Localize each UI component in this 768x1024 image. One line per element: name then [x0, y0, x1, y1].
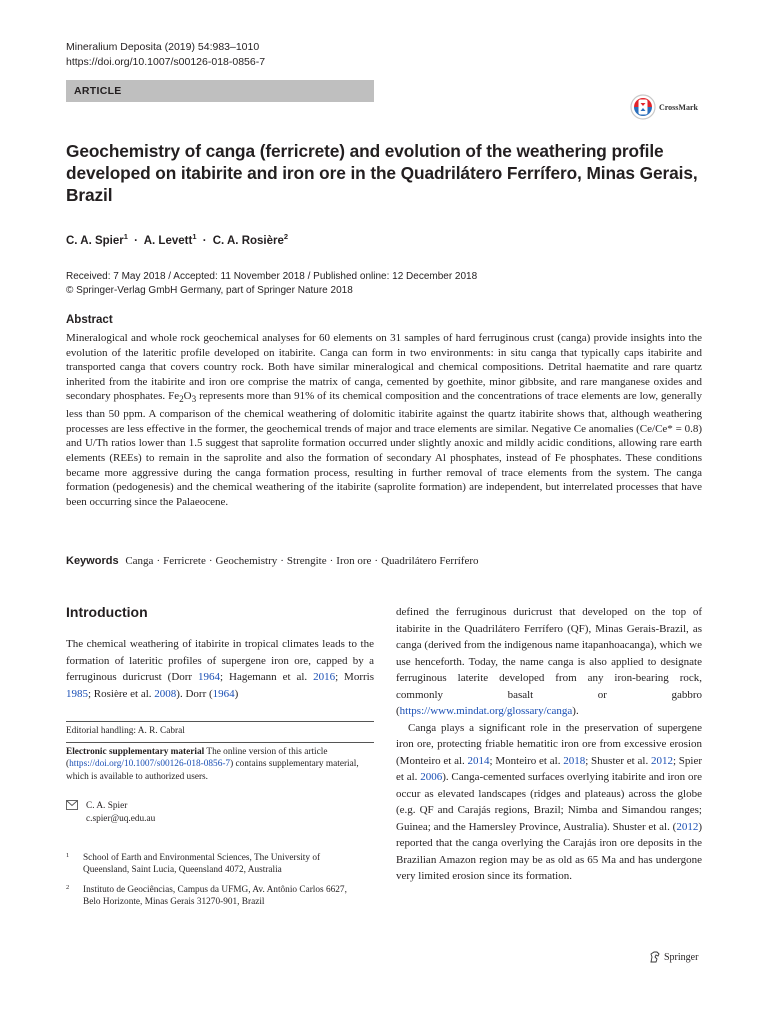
text-run: Canga plays a significant role in the preservation of supergene iron ore, protecting friable hematitic iron ore from excessive erosion (Monteiro et al.: [396, 721, 702, 767]
journal-header: [66, 40, 265, 70]
publication-dates: [66, 270, 477, 298]
text-run: ; Morris: [335, 671, 375, 683]
footnote-divider: [66, 721, 374, 722]
keyword-separator: ·: [280, 555, 284, 567]
introduction-left-text: [66, 636, 374, 702]
formula-subscript: 2: [179, 394, 184, 405]
esm-doi-link[interactable]: https://doi.org/10.1007/s00126-018-0856-7: [69, 759, 231, 770]
reference-link[interactable]: 2008: [154, 687, 177, 700]
text-run: The online version of this article (: [66, 747, 328, 770]
author-affiliation-mark: 2: [283, 232, 289, 241]
affiliation-number: 2: [66, 884, 70, 891]
reference-link[interactable]: 2006: [420, 771, 443, 783]
corresponding-name: C. A. Spier: [86, 801, 128, 811]
keyword: Strengite: [286, 555, 327, 567]
envelope-icon: [66, 800, 78, 810]
reference-link[interactable]: 1964: [198, 671, 221, 683]
keyword: Ferricrete: [163, 555, 206, 567]
text-run: ) contains supplementary material, which is available to authorized users.: [66, 759, 359, 782]
author-affiliation-mark: 1: [123, 232, 128, 241]
reference-link[interactable]: 1985: [66, 687, 88, 700]
keyword-separator: ·: [208, 555, 213, 567]
reference-link[interactable]: 2014: [467, 754, 490, 767]
introduction-paragraph: [396, 720, 702, 885]
footnote-divider: [66, 742, 374, 743]
mindat-link[interactable]: https://www.mindat.org/glossary/canga: [399, 705, 573, 717]
text-run: ).: [572, 705, 579, 717]
text-run: ). Dorr (: [176, 687, 213, 700]
supplementary-note: [66, 746, 374, 783]
keyword-separator: ·: [329, 555, 334, 567]
article-title: Geochemistry of canga (ferricrete) and evolution of the weathering profile developed on itabirite and iron ore in the Quadrilátero Ferrífero, Minas Gerais, Brazil: [66, 141, 698, 205]
keyword-separator: ·: [156, 555, 161, 567]
crossmark-badge[interactable]: [630, 94, 698, 120]
text-run: ) reported that the canga overlying the Carajás iron ore deposits in the Brazilian Amazon region may be as old as 65 Ma and has undergone very limited erosion since its formation.: [396, 820, 702, 882]
text-run: ; Rosière et al.: [88, 687, 155, 700]
abstract-part-1: Mineralogical and whole rock geochemical analyses for 60 elements on 31 samples of hard ferruginous crust (canga) provide insights into the evolution of the lateritic profile developed on itabirite. Canga can form in two environments: in situ canga that typically caps itabirite and transported canga that covers country rock. Both have similar mineralogical and chemical compositions. Detrital haematite and rare quartz inherited from the itabirite and iron ore comprise the matrix of canga, cemented by goethite, minor gibbsite, and rare manganese oxides and secondary phosphates.: [66, 332, 702, 403]
author-affiliation-mark: 1: [192, 232, 197, 241]
copyright-symbol: ©: [66, 285, 74, 296]
affiliation-text: Instituto de Geociências, Campus da UFMG, Av. Antônio Carlos 6627, Belo Horizonte, Minas Gerais 31270-901, Brazil: [83, 885, 347, 908]
formula-fe: Fe: [168, 390, 180, 403]
text-run: ; Spier et al.: [396, 754, 703, 783]
publisher-name: Springer: [664, 951, 699, 963]
text-run: ). Canga-cemented surfaces overlying itabirite and iron ore occur as elevated landscapes (ridges and plateaus) across the globe (e.g. QF and Carajás regions, Brazil; Nimba and Simandou ranges; Guinea; and the Hamersley Province, Australia). Shuster et al. (: [396, 771, 702, 833]
keywords-line: [66, 555, 479, 567]
editorial-handling: Editorial handling: A. R. Cabral: [66, 726, 185, 736]
copyright-line: [66, 284, 477, 298]
keyword: Geochemistry: [215, 555, 278, 567]
abstract-part-2: represents more than 91% of its chemical composition and the concentrations of trace elements are low, generally less than 50 ppm. A comparison of the chemical weathering of dolomitic itabirite against the quartz itabirite shows that, although weathering processes are less effective in the former, the geochemical trends of major and trace elements are similar. Negative Ce anomalies (Ce/Ce* = 0.8) and U/Th ratios lower than 1.5 suggest that saprolite formation occurred under slightly anoxic and mildly acidic conditions, allowing rare earth elements (REEs) to remain in the saprolite and also the formation of secondary Al phosphates, instead of Fe phosphates. These conditions became more aggressive during the canga formation process, resulting in further removal of trace elements from the system. The canga formation (pedogenesis) and the chemical weathering of the itabirite (saprolite formation) are independent, but interrelated processes that have been occurring since the Palaeocene.: [66, 390, 702, 508]
formula-subscript: 3: [191, 394, 197, 405]
corresponding-email[interactable]: c.spier@uq.edu.au: [86, 814, 156, 824]
reference-link[interactable]: 2012: [676, 820, 699, 833]
reference-link[interactable]: 1964: [212, 687, 235, 700]
author-name[interactable]: C. A. Rosière: [212, 234, 284, 247]
reference-link[interactable]: 2012: [650, 754, 673, 767]
esm-label: Electronic supplementary material: [66, 747, 205, 757]
affiliation-number: 1: [66, 852, 70, 859]
formula-o: O: [183, 390, 192, 403]
keyword: Quadrilátero Ferrífero: [381, 555, 479, 567]
dates-line: Received: 7 May 2018 / Accepted: 11 November 2018 / Published online: 12 December 2018: [66, 271, 478, 282]
author-name[interactable]: A. Levett: [143, 234, 193, 247]
keywords-label: Keywords: [66, 555, 119, 567]
author-list: [66, 232, 288, 247]
text-run: defined the ferruginous duricrust that developed on the top of itabirite in the Quadrilátero Ferrífero (QF), Minas Gerais-Brazil, as canga (derived from the indigenous name itapanhoacanga), which we use henceforth. Today, the name canga is also applied to designate ferruginous laterite developed from any iron-bearing rock, commonly basalt or gabbro (: [396, 606, 702, 717]
author-separator: ·: [134, 234, 138, 247]
copyright-text: Springer-Verlag GmbH Germany, part of Springer Nature 2018: [76, 285, 353, 296]
text-run: The chemical weathering of itabirite in tropical climates leads to the formation of lateritic profiles of supergene iron ore, capped by a ferruginous duricrust (Dorr: [66, 638, 374, 683]
text-run: ): [234, 687, 239, 700]
author-name[interactable]: C. A. Spier: [66, 234, 124, 247]
journal-doi[interactable]: https://doi.org/10.1007/s00126-018-0856-7: [66, 56, 266, 68]
springer-horse-icon: [649, 951, 661, 963]
text-run: ; Monteiro et al.: [489, 754, 564, 767]
keyword-separator: ·: [374, 555, 379, 567]
introduction-paragraph: [396, 604, 702, 720]
journal-citation: Mineralium Deposita (2019) 54:983–1010: [66, 41, 260, 53]
abstract-heading: Abstract: [66, 314, 113, 326]
abstract-text: [66, 331, 702, 509]
reference-link[interactable]: 2018: [563, 754, 586, 767]
introduction-right-column: [396, 604, 702, 885]
keyword: Iron ore: [336, 555, 372, 567]
affiliation-text: School of Earth and Environmental Sciences, The University of Queensland, Saint Lucia, Queensland 4072, Australia: [83, 853, 321, 876]
reference-link[interactable]: 2016: [313, 671, 336, 683]
crossmark-icon: [630, 94, 656, 120]
crossmark-label: CrossMark: [659, 102, 698, 112]
author-separator: ·: [202, 234, 207, 247]
publisher-logo: [649, 951, 698, 963]
text-run: ; Hagemann et al.: [220, 671, 314, 683]
text-run: ; Shuster et al.: [585, 754, 651, 767]
article-type-bar: ARTICLE: [66, 80, 374, 102]
introduction-heading: Introduction: [66, 604, 148, 620]
keyword: Canga: [125, 555, 154, 567]
